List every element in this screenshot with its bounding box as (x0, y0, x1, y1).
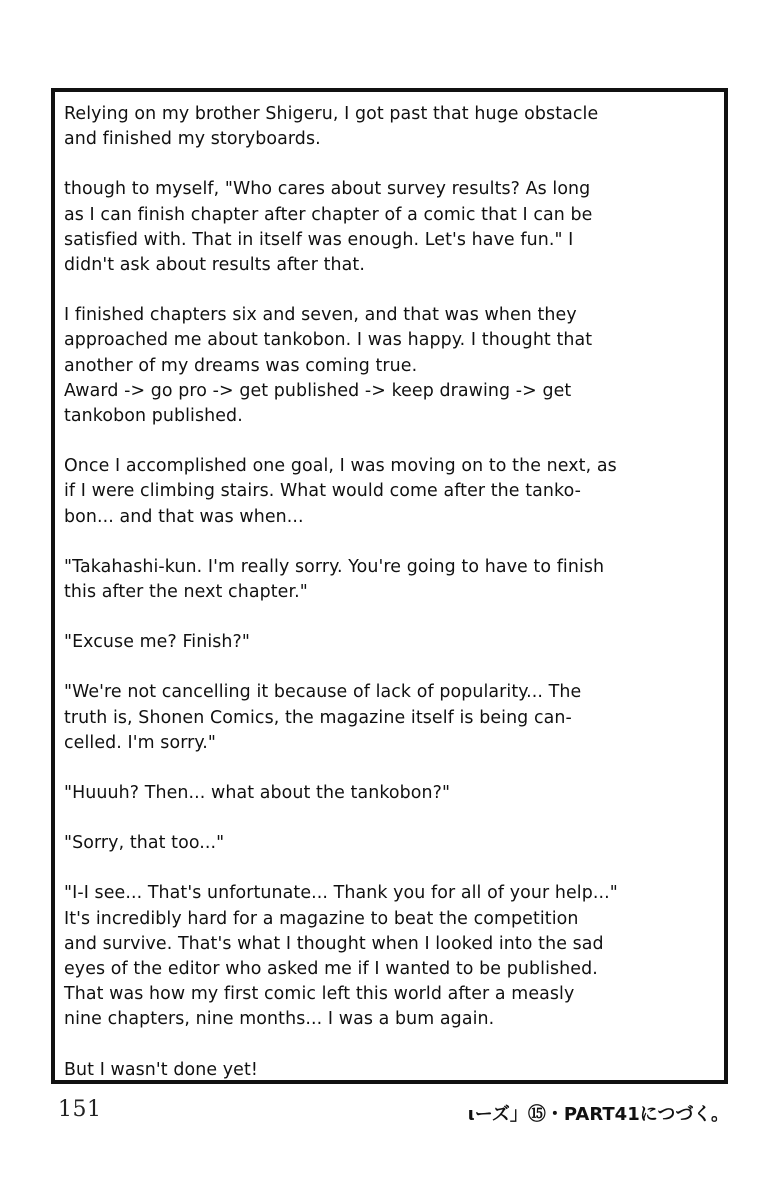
paragraph-9: "Sorry, that too..." (64, 833, 225, 854)
paragraph-8: "Huuuh? Then... what about the tankobon?" (64, 783, 451, 804)
paragraph-1: Relying on my brother Shigeru, I got past that huge obstacle and finished my storyboards. (64, 104, 599, 150)
paragraph-11: But I wasn't done yet! (64, 1059, 258, 1080)
paragraph-4: Once I accomplished one goal, I was moving on to the next, as if I were climbing stairs. What would come after the tanko- bon... and that was when... (64, 456, 617, 527)
footer-note: ιーズ」⑮・PART41につづく。 (467, 1104, 729, 1125)
page-number: 151 (58, 1097, 102, 1122)
paragraph-6: "Excuse me? Finish?" (64, 632, 250, 653)
paragraph-5: "Takahashi-kun. I'm really sorry. You're going to have to finish this after the next chapter." (64, 556, 605, 603)
text-box (51, 88, 728, 1084)
paragraph-7: "We're not cancelling it because of lack of popularity... The truth is, Shonen Comics, the magazine itself is being can- celled. I'm sorry." (64, 682, 582, 753)
paragraph-10: "I-I see... That's unfortunate... Thank you for all of your help..." It's incredibly hard for a magazine to beat the competition and survive. That's what I thought when I looked into the sad eyes of the editor who asked me if I wanted to be published. That was how my first comic left this world after a measly nine chapters, nine months... I was a bum again. (64, 883, 618, 1030)
paragraph-2: though to myself, "Who cares about survey results? As long as I can finish chapter after chapter of a comic that I can be satisfied with. That in itself was enough. Let's have fun." I didn't ask about results after that. (64, 179, 593, 276)
paragraph-3: I finished chapters six and seven, and that was when they approached me about tankobon. I was happy. I thought that another of my dreams was coming true. Award -> go pro -> get published -> keep drawing -> get tankobon published. (64, 305, 593, 427)
